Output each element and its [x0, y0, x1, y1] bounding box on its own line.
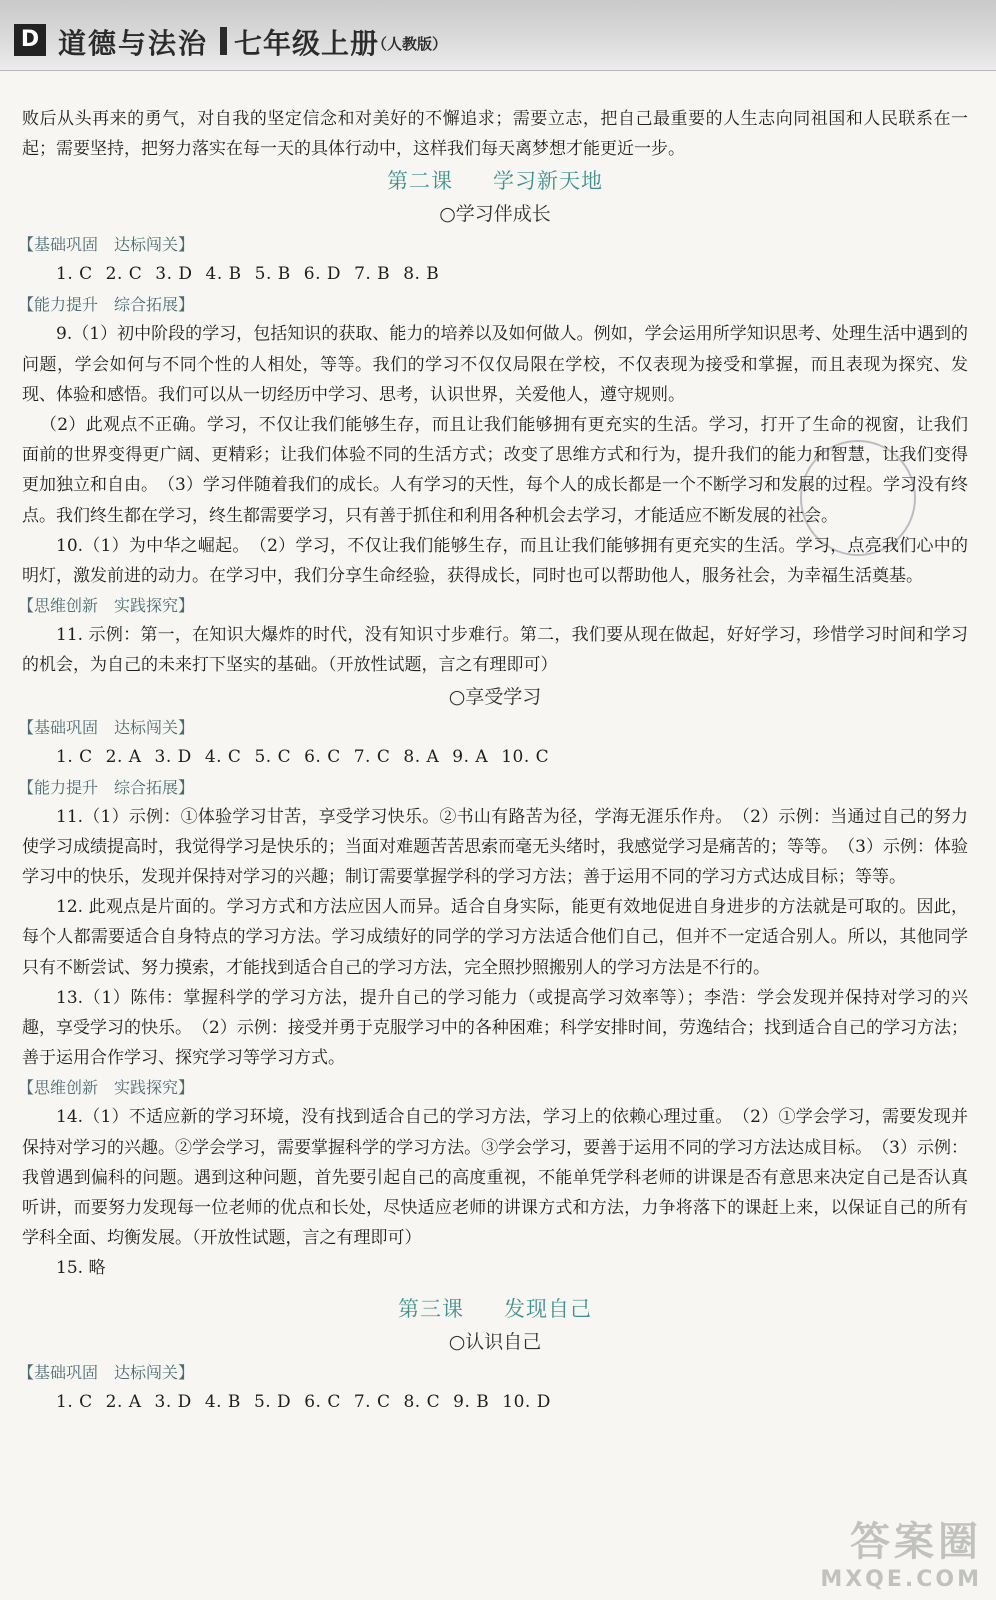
subject-title: 道德与法治: [58, 27, 209, 60]
brand-logo: D: [14, 24, 46, 56]
answer-content: [18, 104, 968, 1418]
answer-paragraph: 10.（1）为中华之崛起。 （2）学习，不仅让我们能够生存，而且让我们能够拥有更充实的生活。学习，点亮我们心中的明灯，激发前进的动力。在学习中，我们分享生命经验，获得成长，同时也可以帮助他人，服务社会，为幸福生活奠基。: [22, 535, 968, 587]
answer-item: 9. B: [453, 1391, 490, 1412]
answer-item: 5. B: [254, 264, 291, 285]
intro-paragraph: 败后从头再来的勇气，对自我的坚定信念和对美好的不懈追求；需要立志，把自己最重要的人生志向同祖国和人民联系在一起；需要坚持，把努力落实在每一天的具体行动中，这样我们每天离梦想才能更近一步。: [22, 109, 968, 160]
answer-paragraph: 12. 此观点是片面的。学习方式和方法应因人而异。适合自身实际，能更有效地促进自身进步的方法就是可取的。因此，每个人都需要适合自身特点的学习方法。学习成绩好的同学的学习方法适合他们自己，但并不一定适合别人。所以，其他同学只有不断尝试、努力摸索，才能找到适合自己的学习方法，完全照抄照搬别人的学习方法是不行的。: [22, 897, 968, 978]
lesson-number: 第二课: [387, 169, 453, 194]
answer-item: 1. C: [56, 746, 93, 767]
grade-title: 七年级上册: [234, 27, 380, 60]
lesson-title: 学习新天地: [493, 169, 603, 194]
answer-paragraph: （2）此观点不正确。学习，不仅让我们能够生存，而且让我们能够拥有更充实的生活。学习，打开了生命的视窗，让我们面前的世界变得更广阔、更精彩；让我们体验不同的生活方式；改变了思维方式和行为，提升我们的能力和智慧，让我们变得更加独立和自由。 （3）学习伴随着我们的成长。人有学习的天性，每个人的成长都是一个不断学习和发展的过程。学习没有终点。我们终生都在学习，终生都需要学习，只有善于抓住和利用各种机会去学习，才能适应不断发展的社会。: [22, 415, 968, 526]
topic-heading: ○享受学习: [448, 685, 542, 708]
topic-heading: ○学习伴成长: [439, 203, 551, 226]
answer-item: 10. C: [501, 746, 550, 767]
lesson-heading: [22, 164, 968, 198]
topic-heading: ○认识自己: [448, 1330, 542, 1353]
answer-item: 2. C: [105, 264, 143, 285]
answer-item: 2. A: [105, 1391, 142, 1412]
answer-paragraph: 11.（1）示例：①体验学习甘苦，享受学习快乐。②书山有路苦为径，学海无涯乐作舟。 （2）示例：当通过自己的努力使学习成绩提高时，我觉得学习是快乐的；当面对难题苦苦思索而毫无头绪时，我感觉学习是痛苦的；等等。 （3）示例：体验学习中的快乐，发现并保持对学习的兴趣；制订需要掌握学科的学习方法；善于运用不同的学习方式达成目标；等等。: [22, 806, 968, 888]
answer-paragraph: 14.（1）不适应新的学习环境，没有找到适合自己的学习方法，学习上的依赖心理过重。 （2）①学会学习，需要发现并保持对学习的兴趣。②学会学习，需要掌握科学的学习方法。③学会学习，要善于运用不同的学习方法达成目标。 （3）示例：我曾遇到偏科的问题。遇到这种问题，首先要引起自己的高度重视，不能单凭学科老师的讲课是否有意思来决定自己是否认真听讲，而要努力发现每一位老师的优点和长处，尽快适应老师的讲课方式和方法，力争将落下的课赶上来，以保证自己的所有学科全面、均衡发展。（开放性试题，言之有理即可）: [22, 1107, 968, 1249]
answer-item: 10. D: [502, 1391, 551, 1412]
header-divider: [220, 27, 227, 55]
watermark-url: MXQE.COM: [820, 1567, 982, 1592]
answer-item: 1. C: [56, 1391, 93, 1412]
answer-item: 3. D: [154, 746, 192, 767]
answer-item: 4. B: [204, 1391, 241, 1412]
answer-item: 6. D: [303, 264, 342, 285]
section-tag: 【思维创新 实践探究】: [18, 596, 195, 616]
answer-item: 4. C: [204, 746, 242, 767]
answer-list: [22, 1387, 968, 1418]
answer-paragraph: 9.（1）初中阶段的学习，包括知识的获取、能力的培养以及如何做人。例如，学会运用所学知识思考、处理生活中遇到的问题，学会如何与不同个性的人相处，等等。我们的学习不仅仅局限在学校，不仅表现为接受和掌握，而且表现为探究、发现、体验和感悟。我们可以从一切经历中学习、思考，认识世界，关爱他人，遵守规则。: [22, 324, 968, 405]
answer-list: [22, 259, 968, 290]
section-tag: 【思维创新 实践探究】: [18, 1078, 195, 1098]
answer-item: 6. C: [304, 1391, 341, 1412]
answer-item: 8. B: [403, 264, 440, 285]
section-tag: 【基础巩固 达标闯关】: [18, 1362, 195, 1382]
answer-item: 7. B: [354, 264, 391, 285]
answer-item: 2. A: [105, 746, 142, 767]
section-tag: 【能力提升 综合拓展】: [18, 295, 195, 315]
page-header: [0, 0, 996, 71]
answer-item: 5. C: [254, 746, 292, 767]
lesson-number: 第三课: [398, 1296, 464, 1321]
answer-item: 5. D: [253, 1391, 292, 1412]
answer-list: [22, 742, 968, 773]
watermark: [820, 1510, 982, 1592]
watermark-logo-text: 答案圈: [850, 1519, 982, 1565]
answer-paragraph: 11. 示例：第一，在知识大爆炸的时代，没有知识寸步难行。第二，我们要从现在做起，好好学习，珍惜学习时间和学习的机会，为自己的未来打下坚实的基础。（开放性试题，言之有理即可）: [22, 625, 968, 676]
answer-paragraph: 13.（1）陈伟：掌握科学的学习方法，提升自己的学习能力（或提高学习效率等）；李浩：学会发现并保持对学习的兴趣，享受学习的快乐。 （2）示例：接受并勇于克服学习中的各种困难；科学安排时间，劳逸结合；找到适合自己的学习方法；善于运用合作学习、探究学习等学习方式。: [22, 987, 968, 1069]
answer-item: 6. C: [304, 746, 341, 767]
lesson-heading: [22, 1292, 968, 1326]
answer-item: 9. A: [452, 746, 489, 767]
answer-item: 3. D: [154, 1391, 192, 1412]
section-tag: 【基础巩固 达标闯关】: [18, 235, 195, 255]
lesson-title: 发现自己: [504, 1296, 592, 1321]
answer-item: 8. A: [403, 746, 440, 767]
answer-paragraph: 15. 略: [56, 1258, 106, 1279]
answer-item: 1. C: [56, 264, 93, 285]
section-tag: 【能力提升 综合拓展】: [18, 777, 195, 797]
section-tag: 【基础巩固 达标闯关】: [18, 717, 195, 737]
answer-item: 7. C: [353, 1391, 391, 1412]
answer-item: 7. C: [353, 746, 391, 767]
answer-item: 4. B: [205, 264, 242, 285]
answer-item: 8. C: [403, 1391, 441, 1412]
edition-label: （人教版）: [372, 35, 448, 53]
answer-item: 3. D: [155, 264, 193, 285]
